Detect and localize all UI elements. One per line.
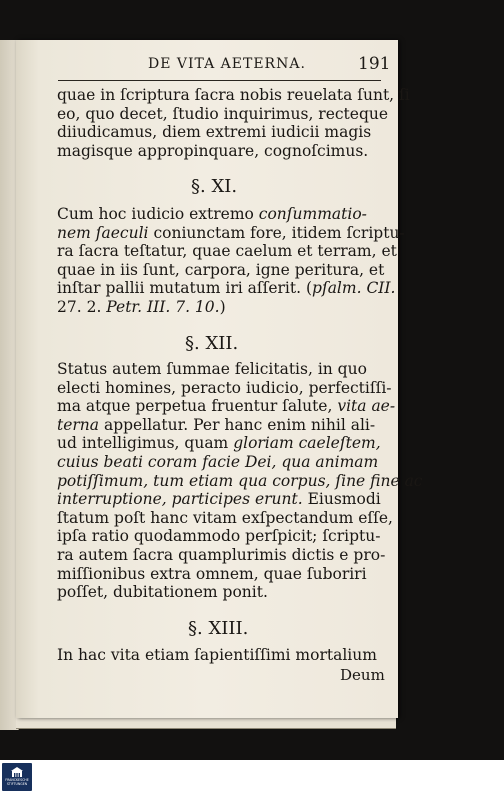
section-11-heading: §. XI. (191, 176, 238, 197)
text-line (57, 490, 387, 509)
italic-text: cuius beati coram facie Dei, qua animam (57, 452, 379, 471)
text-line: diiudicamus, diem extremi iudicii magis (57, 123, 372, 142)
page-number: 191 (358, 54, 391, 74)
roman-text: quae in iis ſunt, carpora, igne peritura, et (57, 260, 385, 279)
text-line (57, 360, 387, 379)
text-line: eo, quo decet, ſtudio inquirimus, recteque (57, 104, 389, 123)
section-11-body (57, 205, 405, 317)
text-line (57, 471, 423, 491)
roman-text: Status autem ſummae felicitatis, in quo (57, 360, 367, 378)
header-rule (58, 80, 381, 81)
roman-text: miſſionibus extra omnem, quae ſuboriri (57, 564, 367, 583)
italic-text: interruptione, participes erunt. (57, 490, 303, 509)
section-13-heading: §. XIII. (188, 618, 249, 639)
roman-text: In hac vita etiam ſapientiſſimi mortalium (57, 646, 377, 664)
text-line (57, 279, 396, 298)
text-line (57, 508, 393, 528)
logo-caption-line1: FRANCKESCHE (5, 778, 29, 782)
roman-text: Cum hoc iudicio extremo (57, 205, 259, 223)
italic-text: Petr. III. 7. 10. (106, 297, 220, 316)
building-icon (10, 766, 24, 778)
section-13-body (57, 646, 387, 665)
section-12-heading: §. XII. (185, 333, 239, 354)
roman-text: ra ſacra teſtatur, quae caelum et terram, et (57, 242, 397, 261)
italic-text: vita ae- (337, 397, 396, 416)
text-line: quae in ſcriptura ſacra nobis reuelata ſunt, ſi (57, 86, 410, 104)
running-title: DE VITA AETERNA. (148, 56, 306, 72)
text-line (57, 261, 387, 280)
roman-text: inſtar pallii mutatum iri aſſerit. ( (57, 279, 313, 298)
section-12-body (57, 360, 423, 602)
text-line (57, 378, 392, 398)
catchword: Deum (340, 666, 385, 684)
roman-text: ma atque perpetua fruentur ſalute, (57, 397, 338, 416)
text-line (57, 546, 387, 565)
logo-caption-line2: STIFTUNGEN (6, 782, 28, 786)
text-line (57, 223, 405, 243)
italic-text: nem ſaeculi (57, 223, 149, 242)
text-line (57, 527, 387, 546)
roman-text: ra autem ſacra quamplurimis dictis e pro- (57, 545, 386, 564)
roman-text: ) (219, 297, 226, 316)
text-line (57, 205, 387, 224)
continuation-text (57, 86, 410, 160)
italic-text: terna (57, 415, 100, 434)
roman-text: ipſa ratio quodammodo perſpicit; ſcriptu- (57, 527, 381, 546)
text-line (57, 434, 387, 453)
text-line (57, 453, 387, 472)
roman-text: ſtatum poſt hanc vitam exſpectandum eſſe, (57, 508, 393, 527)
text-line (57, 565, 387, 584)
italic-text: gloriam caeleſtem, (233, 434, 381, 453)
text-line (57, 416, 387, 435)
italic-text: pſalm. CII. (312, 279, 396, 298)
roman-text: ud intelligimus, quam (57, 434, 234, 453)
text-line: magisque appropinquare, cognoſcimus. (57, 141, 369, 160)
roman-text: appellatur. Per hanc enim nihil ali- (99, 415, 376, 434)
library-logo (2, 763, 32, 791)
text-line (57, 646, 387, 665)
roman-text: electi homines, peracto iudicio, perfectiſſi- (57, 378, 392, 397)
text-line (57, 242, 397, 261)
roman-text: poſſet, dubitationem ponit. (57, 583, 268, 602)
text-line (57, 583, 387, 602)
roman-text: Eiusmodi (302, 490, 381, 509)
text-line (57, 298, 387, 317)
italic-text: conſummatio- (258, 205, 367, 223)
italic-text: potiſſimum, tum etiam qua corpus, ſine fine ac (57, 471, 423, 490)
roman-text: coniunctam fore, itidem ſcriptu- (148, 223, 405, 242)
roman-text: 27. 2. (57, 297, 107, 316)
footer-bar (0, 760, 504, 793)
text-line (57, 397, 396, 416)
